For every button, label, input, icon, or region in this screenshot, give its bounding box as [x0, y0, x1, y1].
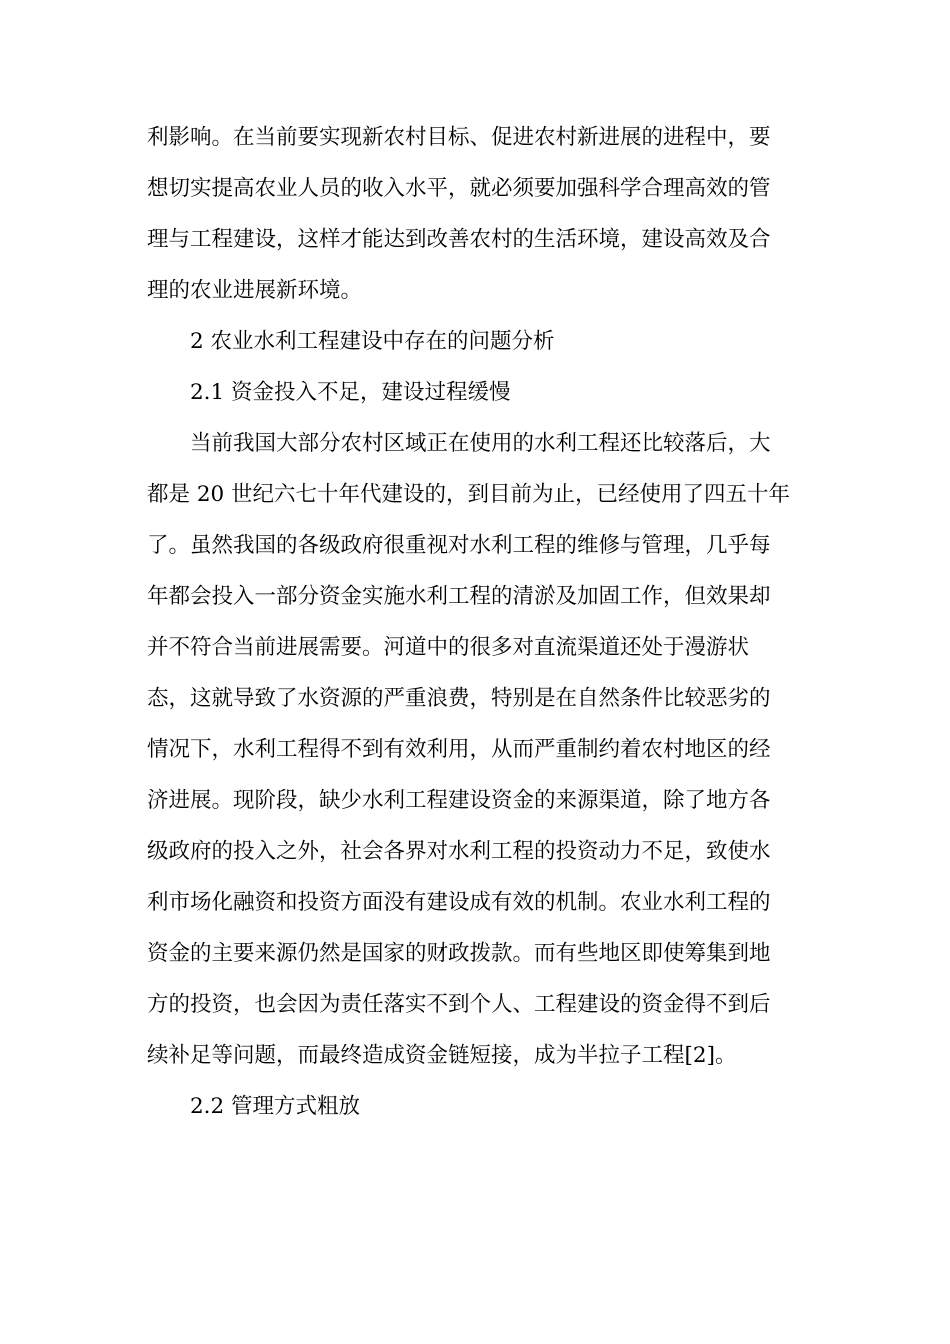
text-line: 了。虽然我国的各级政府很重视对水利工程的维修与管理，几乎每: [147, 533, 771, 558]
text-line: 年都会投入一部分资金实施水利工程的清淤及加固工作，但效果却: [147, 584, 771, 609]
subheading-text: 2.2 管理方式粗放: [190, 1094, 361, 1119]
subsection-heading: [147, 367, 807, 418]
text-line: 想切实提高农业人员的收入水平，就必须要加强科学合理高效的管: [147, 176, 771, 201]
subsection-heading: [147, 1081, 807, 1132]
text-line: 济进展。现阶段，缺少水利工程建设资金的来源渠道，除了地方各: [147, 788, 771, 813]
text-line: 方的投资，也会因为责任落实不到个人、工程建设的资金得不到后: [147, 992, 771, 1017]
text-line: 理与工程建设，这样才能达到改善农村的生活环境，建设高效及合: [147, 227, 771, 252]
subheading-text: 2.1 资金投入不足，建设过程缓慢: [190, 380, 511, 405]
text-line: 理的农业进展新环境。: [147, 278, 363, 303]
text-line: 态，这就导致了水资源的严重浪费，特别是在自然条件比较恶劣的: [147, 686, 771, 711]
section-heading: [147, 316, 807, 367]
text-line: 都是 20 世纪六七十年代建设的，到目前为止，已经使用了四五十年: [147, 482, 791, 507]
text-line: 续补足等问题，而最终造成资金链短接，成为半拉子工程[2]。: [147, 1043, 737, 1068]
text-line: 资金的主要来源仍然是国家的财政拨款。而有些地区即使筹集到地: [147, 941, 771, 966]
text-line: 利市场化融资和投资方面没有建设成有效的机制。农业水利工程的: [147, 890, 771, 915]
heading-text: 2 农业水利工程建设中存在的问题分析: [190, 329, 555, 354]
text-line: 级政府的投入之外，社会各界对水利工程的投资动力不足，致使水: [147, 839, 771, 864]
text-line: 情况下，水利工程得不到有效利用，从而严重制约着农村地区的经: [147, 737, 771, 762]
text-line: 并不符合当前进展需要。河道中的很多对直流渠道还处于漫游状: [147, 635, 750, 660]
paragraph: [147, 418, 807, 1081]
text-line: 利影响。在当前要实现新农村目标、促进农村新进展的进程中，要: [147, 125, 771, 150]
document-body: [147, 112, 807, 1132]
paragraph: [147, 112, 807, 316]
text-line: 当前我国大部分农村区域正在使用的水利工程还比较落后，大: [190, 431, 771, 456]
